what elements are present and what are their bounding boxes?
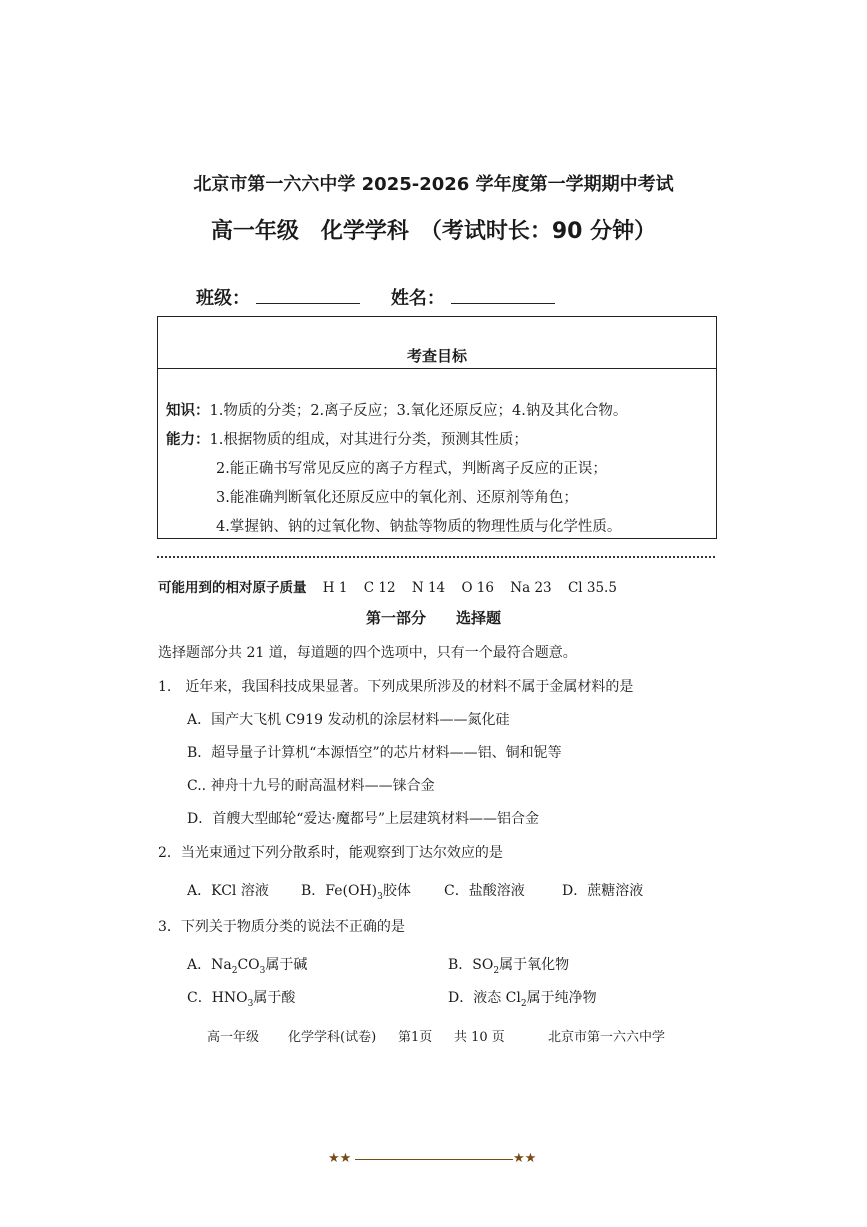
q2-option-b-prefix: B． [301, 883, 326, 899]
q2-option-d: D．蔗糖溶液 [562, 883, 644, 899]
left-stars-icon: ★★ [328, 1151, 352, 1166]
knowledge-label: 知识： [166, 403, 210, 419]
part1-intro: 选择题部分共 21 道，每道题的四个选项中，只有一个最符合题意。 [158, 645, 577, 661]
atomic-mass-na: Na 23 [510, 580, 552, 596]
q2-option-b-sub: 3 [377, 891, 383, 902]
class-label: 班级： [196, 288, 250, 309]
footer-subject: 化学学科(试卷) [288, 1030, 377, 1045]
ability-text-3: 3.能准确判断氧化还原反应中的氧化剂、还原剂等角色； [216, 490, 578, 506]
q1-option-d: D．首艘大型邮轮“爱达·魔都号”上层建筑材料——铝合金 [187, 811, 539, 827]
q3-option-a-mid: CO [237, 957, 260, 973]
name-blank [451, 287, 555, 304]
part1-title: 第一部分 选择题 [365, 609, 501, 627]
atomic-mass-n: N 14 [411, 580, 446, 596]
q2-option-b-suffix: 胶体 [382, 883, 411, 899]
ability-text-1: 1.根据物质的组成，对其进行分类，预测其性质； [209, 432, 528, 448]
atomic-mass-h: H 1 [322, 580, 348, 596]
q3-option-d-prefix: D．液态 Cl [448, 990, 521, 1006]
q2-option-c: C．盐酸溶液 [444, 883, 525, 899]
footer-grade: 高一年级 [207, 1030, 260, 1045]
q3-option-d-sub: 2 [520, 998, 527, 1009]
q3-option-a-sub2: 3 [259, 965, 266, 976]
objectives-box [157, 316, 717, 539]
q1-option-a: A．国产大飞机 C919 发动机的涂层材料——氮化硅 [187, 712, 510, 728]
student-info [196, 284, 555, 310]
q3-option-c [187, 987, 295, 1009]
atomic-masses [158, 576, 617, 596]
atomic-mass-o: O 16 [461, 580, 494, 596]
ability-line-1 [166, 428, 528, 449]
objectives-title: 考查目标 [406, 347, 467, 365]
q1-stem: 1. 近年来，我国科技成果显著。下列成果所涉及的材料不属于金属材料的是 [158, 679, 634, 695]
q3-option-b-sub: 2 [493, 965, 500, 976]
q3-option-b [448, 954, 569, 976]
footer-page: 第1页 [398, 1030, 433, 1045]
exam-title: 北京市第一六六中学 2025-2026 学年度第一学期期中考试 [193, 174, 674, 195]
footer-school: 北京市第一六六中学 [548, 1030, 666, 1045]
q2-option-b-formula: Fe(OH) [325, 883, 378, 899]
atomic-mass-c: C 12 [363, 580, 396, 596]
q1-option-c: C.. 神舟十九号的耐高温材料——铼合金 [187, 778, 435, 794]
q3-option-a-prefix: A．Na [187, 957, 232, 973]
q3-option-a [187, 954, 307, 976]
q3-option-d [448, 987, 597, 1009]
q2-option-b [301, 880, 411, 902]
q3-option-d-suffix: 属于纯净物 [526, 990, 597, 1006]
name-label: 姓名： [390, 288, 445, 309]
ability-text-4: 4.掌握钠、钠的过氧化物、钠盐等物质的物理性质与化学性质。 [216, 519, 622, 535]
q3-option-b-prefix: B．SO [448, 957, 494, 973]
atomic-mass-cl: Cl 35.5 [567, 580, 617, 596]
exam-subtitle: 高一年级 化学学科 （考试时长：90 分钟） [210, 219, 657, 244]
section-separator [157, 556, 715, 558]
q3-stem: 3．下列关于物质分类的说法不正确的是 [158, 919, 405, 935]
q3-option-c-sub: 3 [247, 998, 254, 1009]
ability-label: 能力： [166, 432, 210, 448]
q2-option-a: A．KCl 溶液 [187, 883, 269, 899]
atomic-masses-label: 可能用到的相对原子质量 [158, 580, 307, 596]
ability-text-2: 2.能正确书写常见反应的离子方程式，判断离子反应的正误； [216, 461, 607, 477]
q3-option-c-suffix: 属于酸 [253, 990, 296, 1006]
q2-stem: 2．当光束通过下列分散系时，能观察到丁达尔效应的是 [158, 845, 503, 861]
knowledge-line [166, 399, 627, 420]
q3-option-a-suffix: 属于碱 [265, 957, 308, 973]
q1-option-b: B．超导量子计算机“本源悟空”的芯片材料——铝、铜和铌等 [187, 745, 562, 761]
q3-option-b-suffix: 属于氧化物 [499, 957, 570, 973]
q3-option-a-sub1: 2 [231, 965, 238, 976]
class-blank [256, 287, 360, 304]
q3-option-c-prefix: C．HNO [187, 990, 248, 1006]
decorative-line [355, 1159, 513, 1160]
right-stars-icon: ★★ [513, 1151, 537, 1166]
decorative-divider [0, 1151, 867, 1171]
footer-total: 共 10 页 [454, 1030, 505, 1045]
knowledge-text: 1.物质的分类；2.离子反应；3.氧化还原反应；4.钠及其化合物。 [209, 403, 628, 419]
objectives-divider [158, 368, 716, 369]
